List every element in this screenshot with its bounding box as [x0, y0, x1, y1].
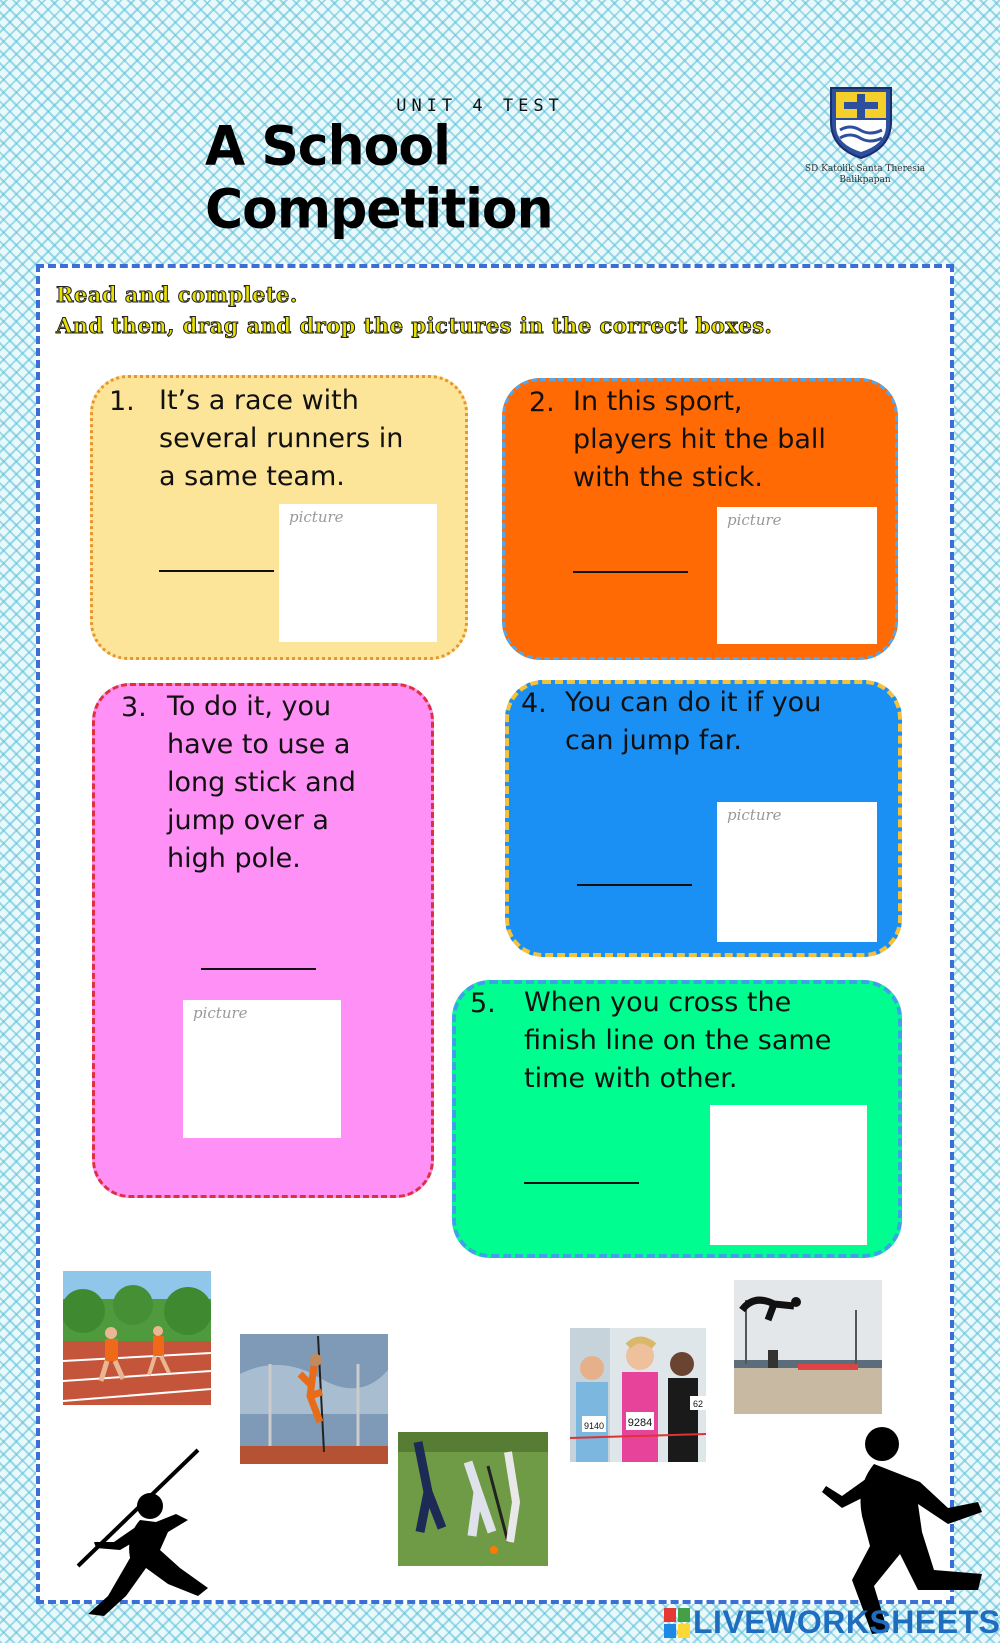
- question-text: It’s a race with several runners in a same team.: [159, 385, 404, 492]
- answer-blank[interactable]: [573, 571, 688, 573]
- question-card-3: [92, 683, 434, 1198]
- answer-blank[interactable]: [524, 1182, 639, 1184]
- question-card-4: [505, 680, 902, 957]
- picture-drop-box[interactable]: picture: [717, 802, 877, 942]
- question-number: 1.: [109, 386, 135, 417]
- instruction-line-1: Read and complete.: [56, 282, 298, 307]
- school-crest-icon: [826, 82, 896, 160]
- long-jump-photo[interactable]: [734, 1280, 882, 1414]
- liveworksheets-brand[interactable]: LIVEWORKSHEETS: [693, 1604, 1000, 1640]
- bib-number: 62: [692, 1399, 704, 1409]
- answer-blank[interactable]: [159, 570, 274, 572]
- answer-blank[interactable]: [201, 968, 316, 970]
- field-hockey-photo[interactable]: [398, 1432, 548, 1566]
- liveworksheets-logo-icon: [664, 1608, 690, 1638]
- bib-number: 9140: [583, 1421, 605, 1431]
- picture-drop-box[interactable]: picture: [183, 1000, 341, 1138]
- question-text: You can do it if you can jump far.: [565, 687, 822, 756]
- picture-drop-box[interactable]: picture: [717, 507, 877, 644]
- question-text: To do it, you have to use a long stick and jump over a high pole.: [167, 691, 356, 874]
- relay-race-photo[interactable]: [63, 1271, 211, 1405]
- page-title: A School Competition: [205, 115, 553, 241]
- question-text: When you cross the finish line on the same time with other.: [524, 987, 832, 1094]
- picture-drop-box[interactable]: picture: [279, 504, 437, 642]
- question-number: 4.: [521, 688, 547, 719]
- question-number: 2.: [529, 387, 555, 418]
- instruction-line-2: And then, drag and drop the pictures in the correct boxes.: [56, 313, 773, 338]
- question-card-5: [452, 980, 902, 1258]
- finish-line-photo[interactable]: [570, 1328, 706, 1462]
- question-number: 5.: [470, 988, 496, 1019]
- picture-drop-box[interactable]: [710, 1105, 867, 1245]
- question-number: 3.: [121, 692, 147, 723]
- bib-number: 9284: [627, 1417, 653, 1429]
- school-name: SD Katolik Santa Theresia Balikpapan: [804, 164, 926, 185]
- unit-label: UNIT 4 TEST: [396, 96, 564, 116]
- pole-vault-photo[interactable]: [240, 1334, 388, 1464]
- answer-blank[interactable]: [577, 884, 692, 886]
- question-text: In this sport, players hit the ball with the stick.: [573, 386, 826, 493]
- question-card-1: [90, 375, 468, 660]
- javelin-thrower-silhouette: [48, 1446, 248, 1618]
- question-card-2: [502, 378, 898, 660]
